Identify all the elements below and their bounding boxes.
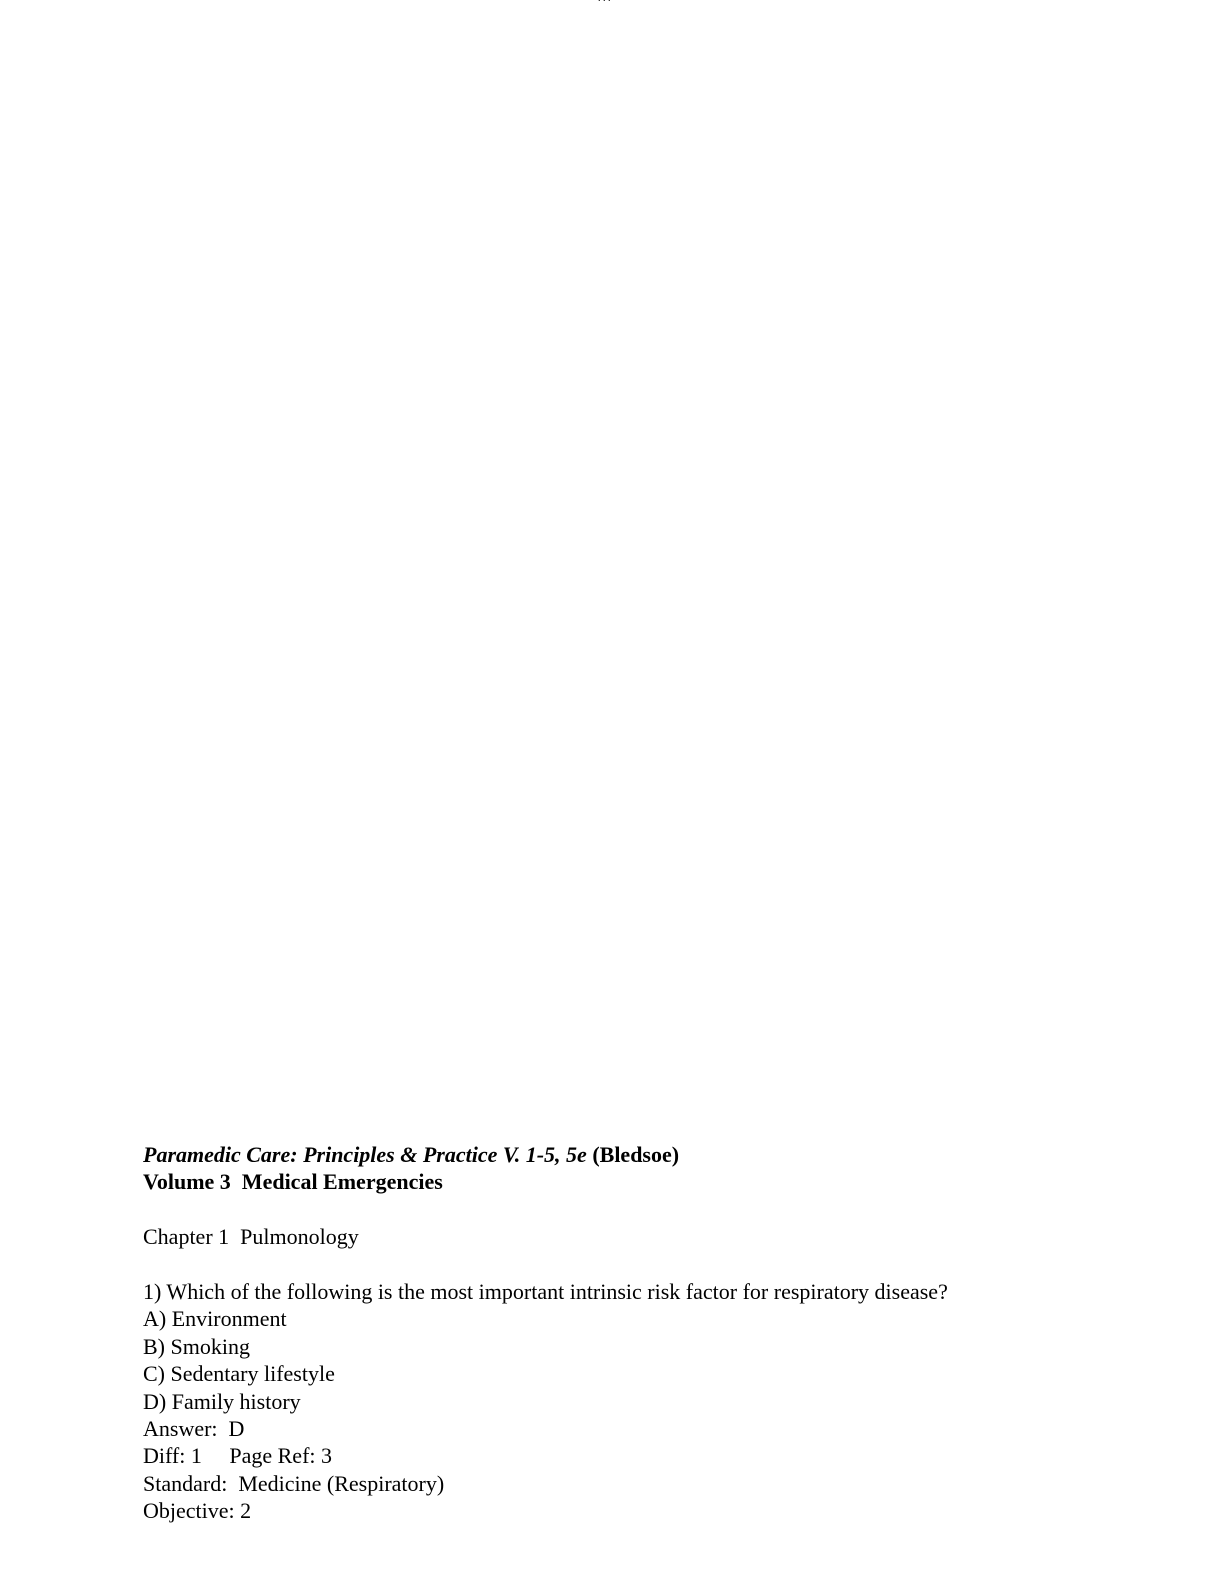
question-stem: 1) Which of the following is the most important intrinsic risk factor for respiratory disease?: [143, 1279, 948, 1304]
page-top-mark: [598, 0, 618, 2]
option-d: D) Family history: [143, 1388, 301, 1414]
document-content: [143, 1141, 1143, 1525]
spacer: [143, 1251, 1143, 1278]
spacer: [143, 1196, 1143, 1223]
answer-line: Answer: D: [143, 1416, 245, 1442]
chapter-title: Chapter 1 Pulmonology: [143, 1224, 359, 1250]
objective-line: Objective: 2: [143, 1498, 252, 1524]
option-c: C) Sedentary lifestyle: [143, 1361, 335, 1387]
standard-line: Standard: Medicine (Respiratory): [143, 1470, 445, 1496]
diff-page-ref-line: Diff: 1 Page Ref: 3: [143, 1443, 333, 1469]
option-a: A) Environment: [143, 1306, 287, 1332]
book-title-line: [143, 1141, 1143, 1168]
volume-heading: Volume 3 Medical Emergencies: [143, 1169, 443, 1195]
option-b: B) Smoking: [143, 1333, 250, 1359]
book-title: Paramedic Care: Principles & Practice V. 1-5, 5e: [143, 1142, 587, 1167]
book-author: (Bledsoe): [586, 1142, 680, 1167]
